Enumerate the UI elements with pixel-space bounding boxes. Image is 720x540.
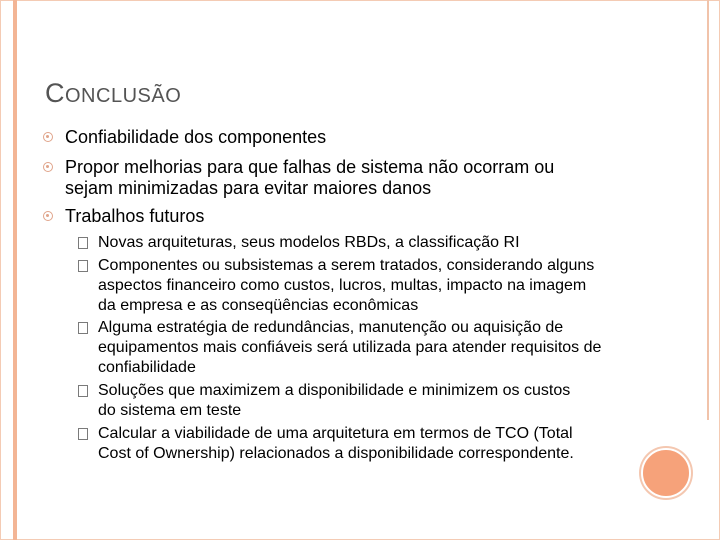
square-bullet-icon: [78, 237, 88, 249]
bullet-text: Trabalhos futuros: [65, 206, 205, 226]
sub-bullet-text: Novas arquiteturas, seus modelos RBDs, a classificação RI: [98, 234, 520, 251]
bullet-item: [45, 127, 625, 148]
sub-bullet-text: Alguma estratégia de redundâncias, manutenção ou aquisição de equipamentos mais confiáveis será utilizada para atender requisitos de confiabilidade: [98, 319, 602, 376]
square-bullet-icon: [78, 428, 88, 440]
bullet-text: Confiabilidade dos componentes: [65, 127, 327, 147]
sub-bullet-item: [78, 424, 598, 464]
circle-bullet-icon: [43, 211, 53, 221]
bullet-text: Propor melhorias para que falhas de sistema não ocorram ou sejam minimizadas para evitar maiores danos: [65, 157, 555, 198]
sub-bullet-text: Calcular a viabilidade de uma arquitetura em termos de TCO (Total Cost of Ownership) relacionados a disponibilidade correspondente.: [98, 425, 574, 462]
sub-bullet-item: [78, 256, 608, 316]
sub-bullet-item: [78, 233, 618, 253]
circle-bullet-icon: [43, 162, 53, 172]
title-initial: C: [45, 78, 65, 108]
bullet-item: [45, 206, 625, 227]
bullet-item: [45, 157, 605, 199]
slide-title: [45, 78, 181, 109]
square-bullet-icon: [78, 322, 88, 334]
sub-bullet-text: Soluções que maximizem a disponibilidade e minimizem os custos do sistema em teste: [98, 382, 571, 419]
left-accent-band: [13, 0, 17, 540]
circle-bullet-icon: [43, 132, 53, 142]
sub-bullet-item: [78, 318, 608, 378]
right-accent-line: [707, 0, 709, 420]
title-rest: ONCLUSÃO: [65, 85, 182, 107]
square-bullet-icon: [78, 385, 88, 397]
decorative-circle: [641, 448, 691, 498]
square-bullet-icon: [78, 260, 88, 272]
sub-bullet-item: [78, 381, 578, 421]
sub-bullet-text: Componentes ou subsistemas a serem tratados, considerando alguns aspectos financeiro como custos, lucros, multas, impacto na imagem da empresa e as conseqüências econômicas: [98, 257, 595, 314]
